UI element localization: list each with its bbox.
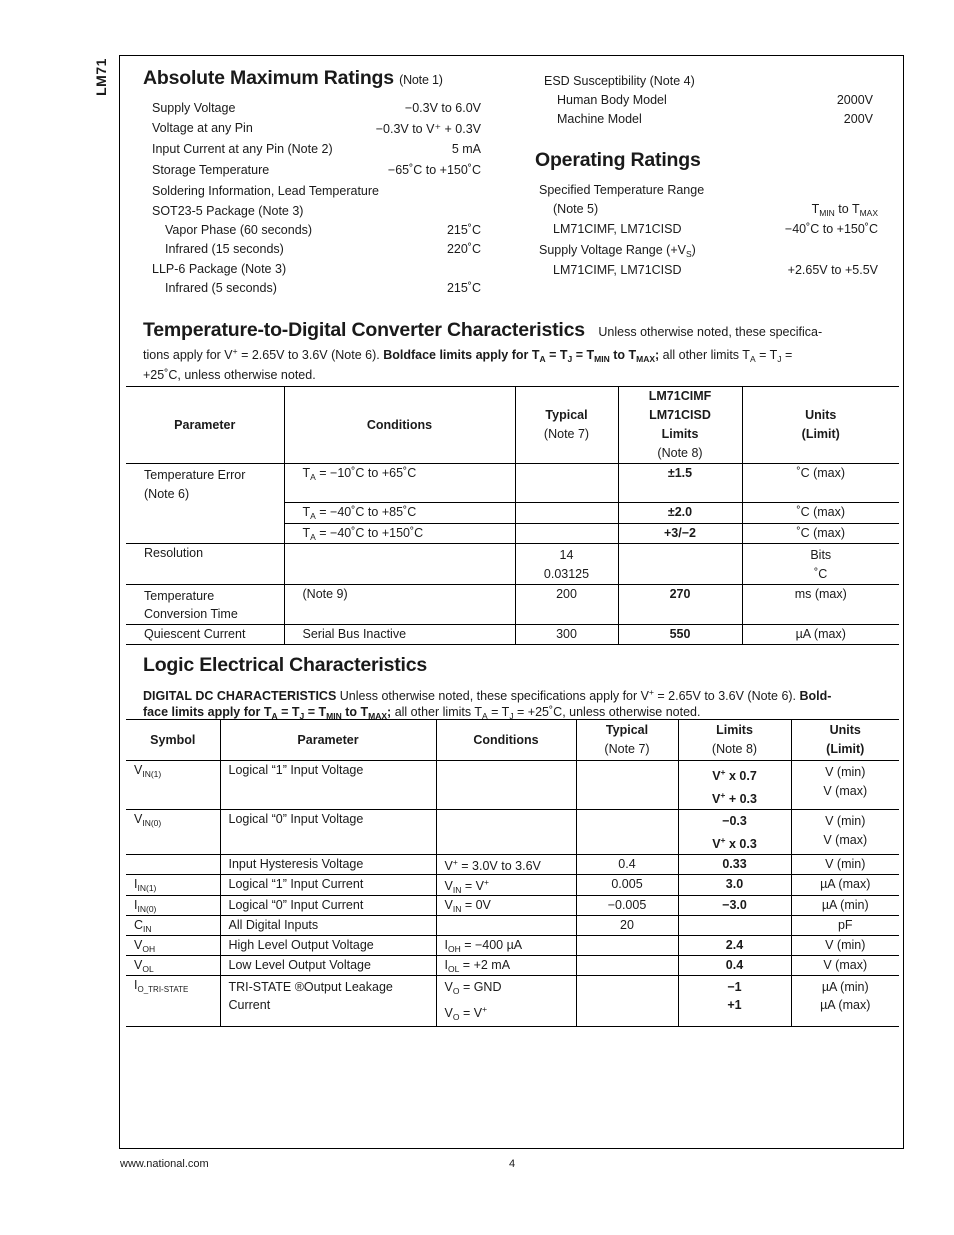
esd-title: ESD Susceptibility (Note 4) [544, 74, 695, 88]
page-number: 4 [509, 1158, 516, 1170]
part-number-side-label: LM71 [92, 58, 109, 96]
table-row: $C_{IN}$ All Digital Inputs 20 pF [126, 916, 899, 936]
table-row: $I_{O\_TRI-STATE}$ TRI-STATE ®Output Leakage Current $V_O$ = GND $V_O = V^+$ −1 +1 µA (min) µA (max) [126, 976, 899, 1027]
spec-row: Human Body Model 2000V [557, 93, 873, 107]
logic-table [126, 719, 899, 1027]
logic-intro: DIGITAL DC CHARACTERISTICS Unless otherwise noted, these specifications apply for V+ = 2.65V to 3.6V (Note 6). Bold- face limits apply for $T_A = T_J = T_{MIN}$ to $T_{MAX}$; all other limits $T_A = T_J$ = +25˚C, unless otherwise noted. [143, 687, 832, 721]
table-row: $T_A$ = −40˚C to +150˚C +3/−2 ˚C (max) [126, 524, 899, 544]
spec-row: Voltage at any Pin −0.3V to V⁺ + 0.3V [152, 121, 481, 136]
table-row: $V_{IN(1)}$ Logical “1” Input Voltage V+ x 0.7 V+ + 0.3 V (min) V (max) [126, 761, 899, 810]
table-row: $I_{IN(1)}$ Logical “1” Input Current $V_{IN} = V^+$ 0.005 3.0 µA (max) [126, 875, 899, 896]
spec-row: LM71CIMF, LM71CISD +2.65V to +5.5V [553, 263, 878, 277]
tdc-intro: tions apply for V+ = 2.65V to 3.6V (Note 6). Boldface limits apply for $T_A = T_J = T_{MIN}$ to $T_{MAX}$; all other limits $T_A = T_J$ = +25˚C, unless otherwise noted. [143, 346, 793, 382]
abs-max-heading: Absolute Maximum Ratings (Note 1) [143, 67, 443, 89]
table-row: Temperature Error (Note 6) $T_A$ = −10˚C to +65˚C ±1.5 ˚C (max) [126, 464, 899, 503]
table-row: $T_A$ = −40˚C to +85˚C ±2.0 ˚C (max) [126, 503, 899, 524]
tdc-table [126, 386, 899, 645]
spec-row: LLP-6 Package (Note 3) [152, 262, 287, 276]
table-header-row: Symbol Parameter Conditions Typical (Note 7) Limits (Note 8) Units (Limit) [126, 720, 899, 761]
table-row: $V_{IN(0)}$ Logical “0” Input Voltage −0.3 V+ x 0.3 V (min) V (max) [126, 810, 899, 855]
logic-heading: Logic Electrical Characteristics [143, 654, 428, 676]
operating-ratings-heading: Operating Ratings [535, 149, 701, 171]
footer-url[interactable]: www.national.com [120, 1158, 209, 1170]
table-row: Temperature Conversion Time (Note 9) 200 270 ms (max) [126, 585, 899, 625]
table-row: Resolution 14 0.03125 Bits ˚C [126, 544, 899, 585]
tdc-heading: Temperature-to-Digital Converter Characteristics Unless otherwise noted, these specifica- [143, 319, 823, 341]
spec-row: (Note 5) $T_{MIN}$ to $T_{MAX}$ [553, 202, 878, 218]
spec-row: Specified Temperature Range [539, 183, 705, 197]
spec-row: Infrared (5 seconds) 215˚C [165, 281, 481, 295]
spec-row: SOT23-5 Package (Note 3) [152, 204, 304, 218]
table-row: Quiescent Current Serial Bus Inactive 300 550 µA (max) [126, 625, 899, 645]
spec-row: Input Current at any Pin (Note 2) 5 mA [152, 142, 481, 156]
spec-row: Machine Model 200V [557, 112, 873, 126]
table-header-row: Parameter Conditions Typical (Note 7) LM71CIMF LM71CISD Limits (Note 8) Units (Limit) [126, 387, 899, 464]
spec-row: Soldering Information, Lead Temperature [152, 184, 379, 198]
table-row: $I_{IN(0)}$ Logical “0” Input Current $V_{IN} = 0V$ −0.005 −3.0 µA (min) [126, 896, 899, 916]
spec-row: Supply Voltage −0.3V to 6.0V [152, 101, 481, 115]
table-row: $V_{OL}$ Low Level Output Voltage $I_{OL} = +2$ mA 0.4 V (max) [126, 956, 899, 976]
table-row: Input Hysteresis Voltage V+ = 3.0V to 3.6V 0.4 0.33 V (min) [126, 855, 899, 875]
table-row: $V_{OH}$ High Level Output Voltage $I_{OH} = -400$ µA 2.4 V (min) [126, 936, 899, 956]
spec-row: Vapor Phase (60 seconds) 215˚C [165, 223, 481, 237]
spec-row: LM71CIMF, LM71CISD −40˚C to +150˚C [553, 222, 878, 236]
spec-row: Storage Temperature −65˚C to +150˚C [152, 163, 481, 177]
spec-row: Infrared (15 seconds) 220˚C [165, 242, 481, 256]
spec-row: Supply Voltage Range $(+V_S)$ [539, 243, 696, 259]
